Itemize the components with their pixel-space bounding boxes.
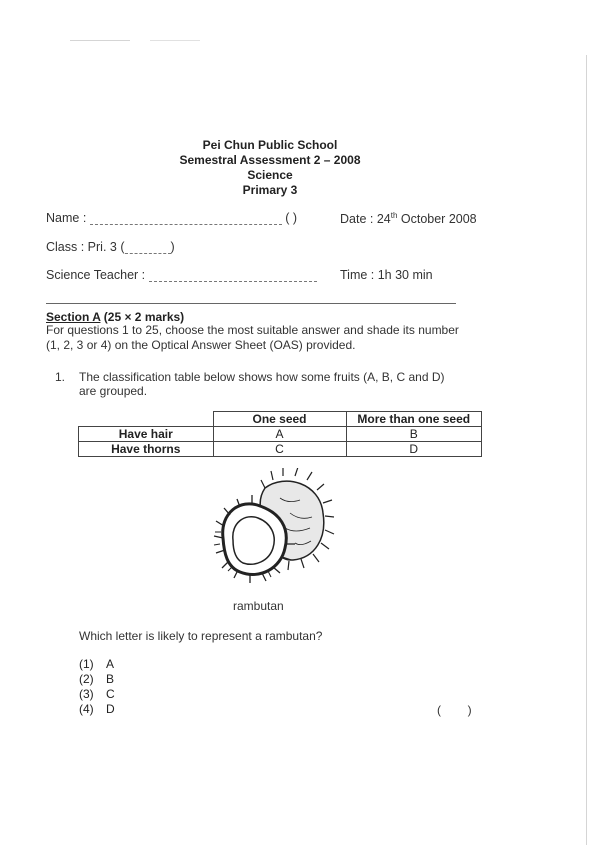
section-heading [46,310,184,324]
register-number-paren: ( ) [285,211,298,225]
option-2[interactable] [79,672,115,687]
class-blank[interactable] [125,253,171,254]
class-label: Class : Pri. 3 ( [46,240,125,254]
section-divider [46,303,456,304]
table-header-row [79,412,482,427]
answer-bracket[interactable]: ( ) [437,703,472,717]
time-field: Time : 1h 30 min [340,268,433,282]
option-number: (1) [79,657,94,671]
level-title: Primary 3 [242,183,298,197]
school-name: Pei Chun Public School [202,138,338,152]
scan-noise [150,40,200,41]
option-text: B [106,672,115,686]
option-4[interactable] [79,702,115,717]
option-text: D [106,702,115,716]
table-corner-cell [79,412,214,427]
scan-edge [586,55,587,845]
name-label: Name : [46,211,87,225]
option-number: (2) [79,672,94,686]
class-field [46,240,175,254]
row-label-hair: Have hair [79,427,214,442]
table-row [79,442,482,457]
option-text: C [106,687,115,701]
scan-noise [70,40,130,41]
instructions-line-1: For questions 1 to 25, choose the most suitable answer and shade its number [46,323,459,337]
section-title: Section A [46,310,101,324]
table-cell: D [346,442,482,457]
section-marks: (25 × 2 marks) [100,310,185,324]
option-number: (4) [79,702,94,716]
date-suffix: th [390,211,398,220]
option-number: (3) [79,687,94,701]
question-prompt: Which letter is likely to represent a rambutan? [79,629,323,643]
question-stem-line-1: The classification table below shows how some fruits (A, B, C and D) [79,370,445,384]
col-header-one-seed: One seed [213,412,346,427]
col-header-more-seeds: More than one seed [346,412,482,427]
rambutan-illustration [205,468,335,588]
subject-title: Science [247,168,293,182]
name-blank[interactable] [90,224,282,225]
answer-options [79,657,115,717]
assessment-title: Semestral Assessment 2 – 2008 [179,153,361,167]
table-cell: A [213,427,346,442]
option-text: A [106,657,115,671]
row-label-thorns: Have thorns [79,442,214,457]
date-rest: October 2008 [397,212,477,227]
table-cell: C [213,442,346,457]
table-row [79,427,482,442]
classification-table [78,411,482,457]
teacher-field [46,268,317,282]
teacher-blank[interactable] [149,281,317,282]
date-label: Date : 24 [340,212,391,227]
question-stem-line-2: are grouped. [79,384,148,398]
class-close: ) [170,240,175,254]
question-number: 1. [55,370,66,384]
option-1[interactable] [79,657,115,672]
table-cell: B [346,427,482,442]
image-caption: rambutan [233,599,284,613]
teacher-label: Science Teacher : [46,268,146,282]
date-field [340,211,477,226]
name-field [46,211,297,225]
instructions-line-2: (1, 2, 3 or 4) on the Optical Answer Sheet (OAS) provided. [46,338,356,352]
option-3[interactable] [79,687,115,702]
